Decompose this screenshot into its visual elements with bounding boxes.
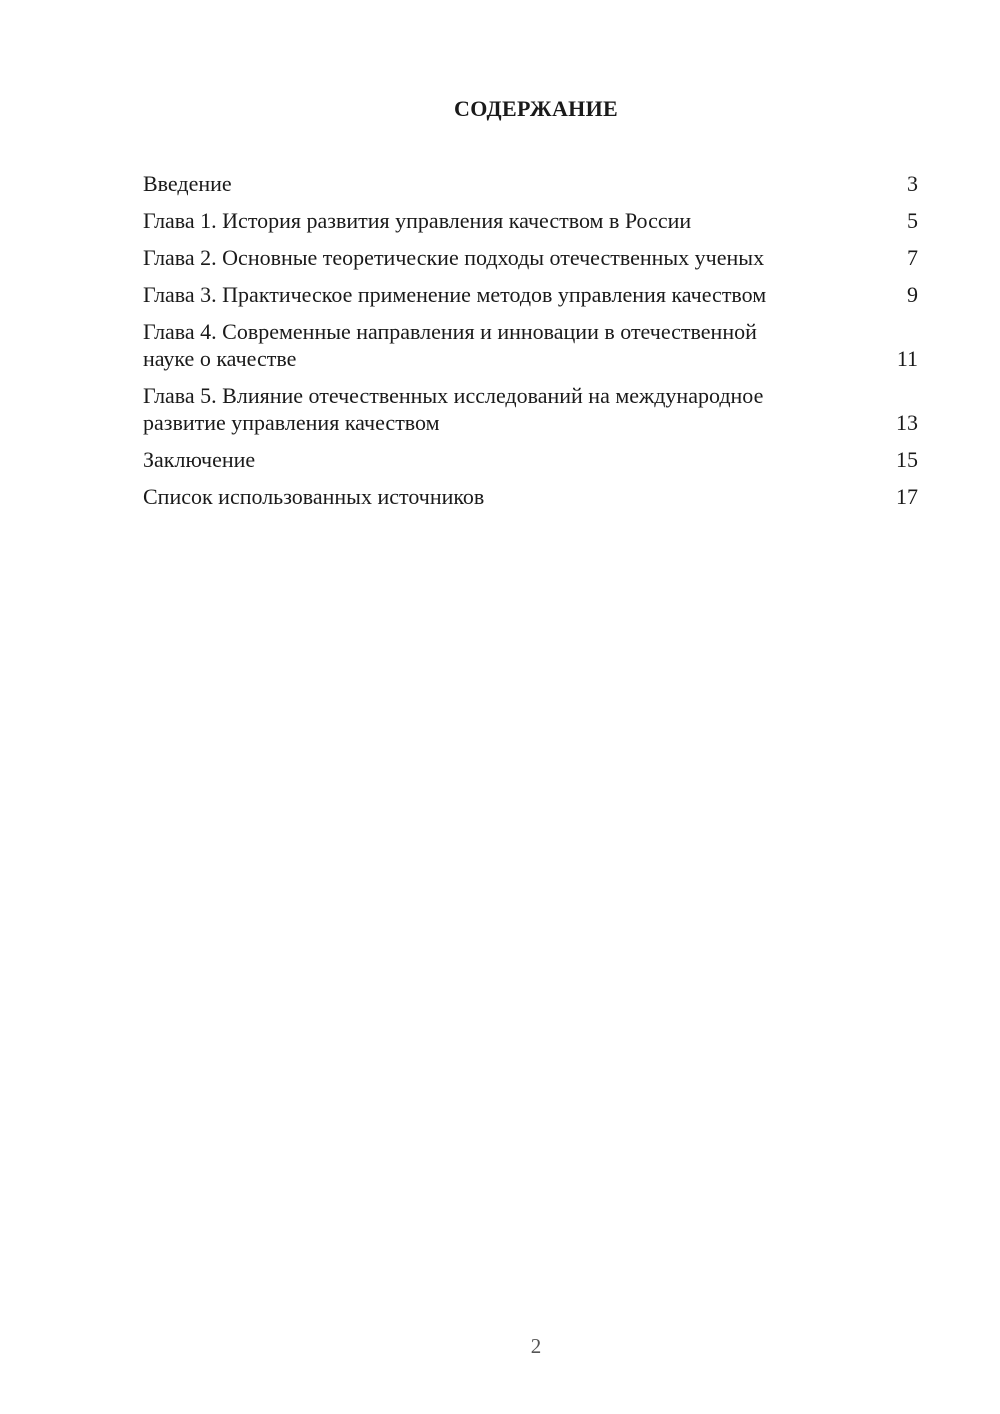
toc-entry-title: Глава 1. История развития управления качеством в России [143, 208, 692, 233]
toc-entry-page: 15 [896, 447, 918, 472]
toc-entry-title: Введение [143, 171, 232, 196]
toc-entry-chapter-4[interactable] [143, 318, 918, 372]
toc-entry-page: 11 [896, 346, 918, 371]
toc-entry-page: 13 [896, 410, 918, 435]
page-number: 2 [530, 1334, 542, 1358]
toc-entry-conclusion[interactable] [143, 446, 918, 473]
toc-entry-introduction[interactable] [143, 170, 918, 197]
toc-entry-chapter-1[interactable] [143, 207, 918, 234]
toc-entry-title: Глава 2. Основные теоретические подходы отечественных ученых [143, 245, 765, 270]
toc-title: СОДЕРЖАНИЕ [454, 96, 618, 121]
toc-entry-title: Глава 3. Практическое применение методов управления качеством [143, 282, 767, 307]
toc-entry-title: Глава 5. Влияние отечественных исследований на международное развитие управления качеством [143, 383, 764, 435]
toc-entry-title: Заключение [143, 447, 256, 472]
toc-entry-page: 9 [907, 282, 918, 307]
toc-list [143, 170, 918, 520]
toc-entry-page: 5 [907, 208, 918, 233]
toc-entry-chapter-3[interactable] [143, 281, 918, 308]
toc-entry-title: Список использованных источников [143, 484, 485, 509]
toc-entry-chapter-5[interactable] [143, 382, 918, 436]
toc-entry-title: Глава 4. Современные направления и инновации в отечественной науке о качестве [143, 319, 757, 371]
toc-entry-page: 3 [907, 171, 918, 196]
toc-entry-page: 17 [896, 484, 918, 509]
toc-entry-page: 7 [907, 245, 918, 270]
toc-entry-chapter-2[interactable] [143, 244, 918, 271]
toc-entry-references[interactable] [143, 483, 918, 510]
